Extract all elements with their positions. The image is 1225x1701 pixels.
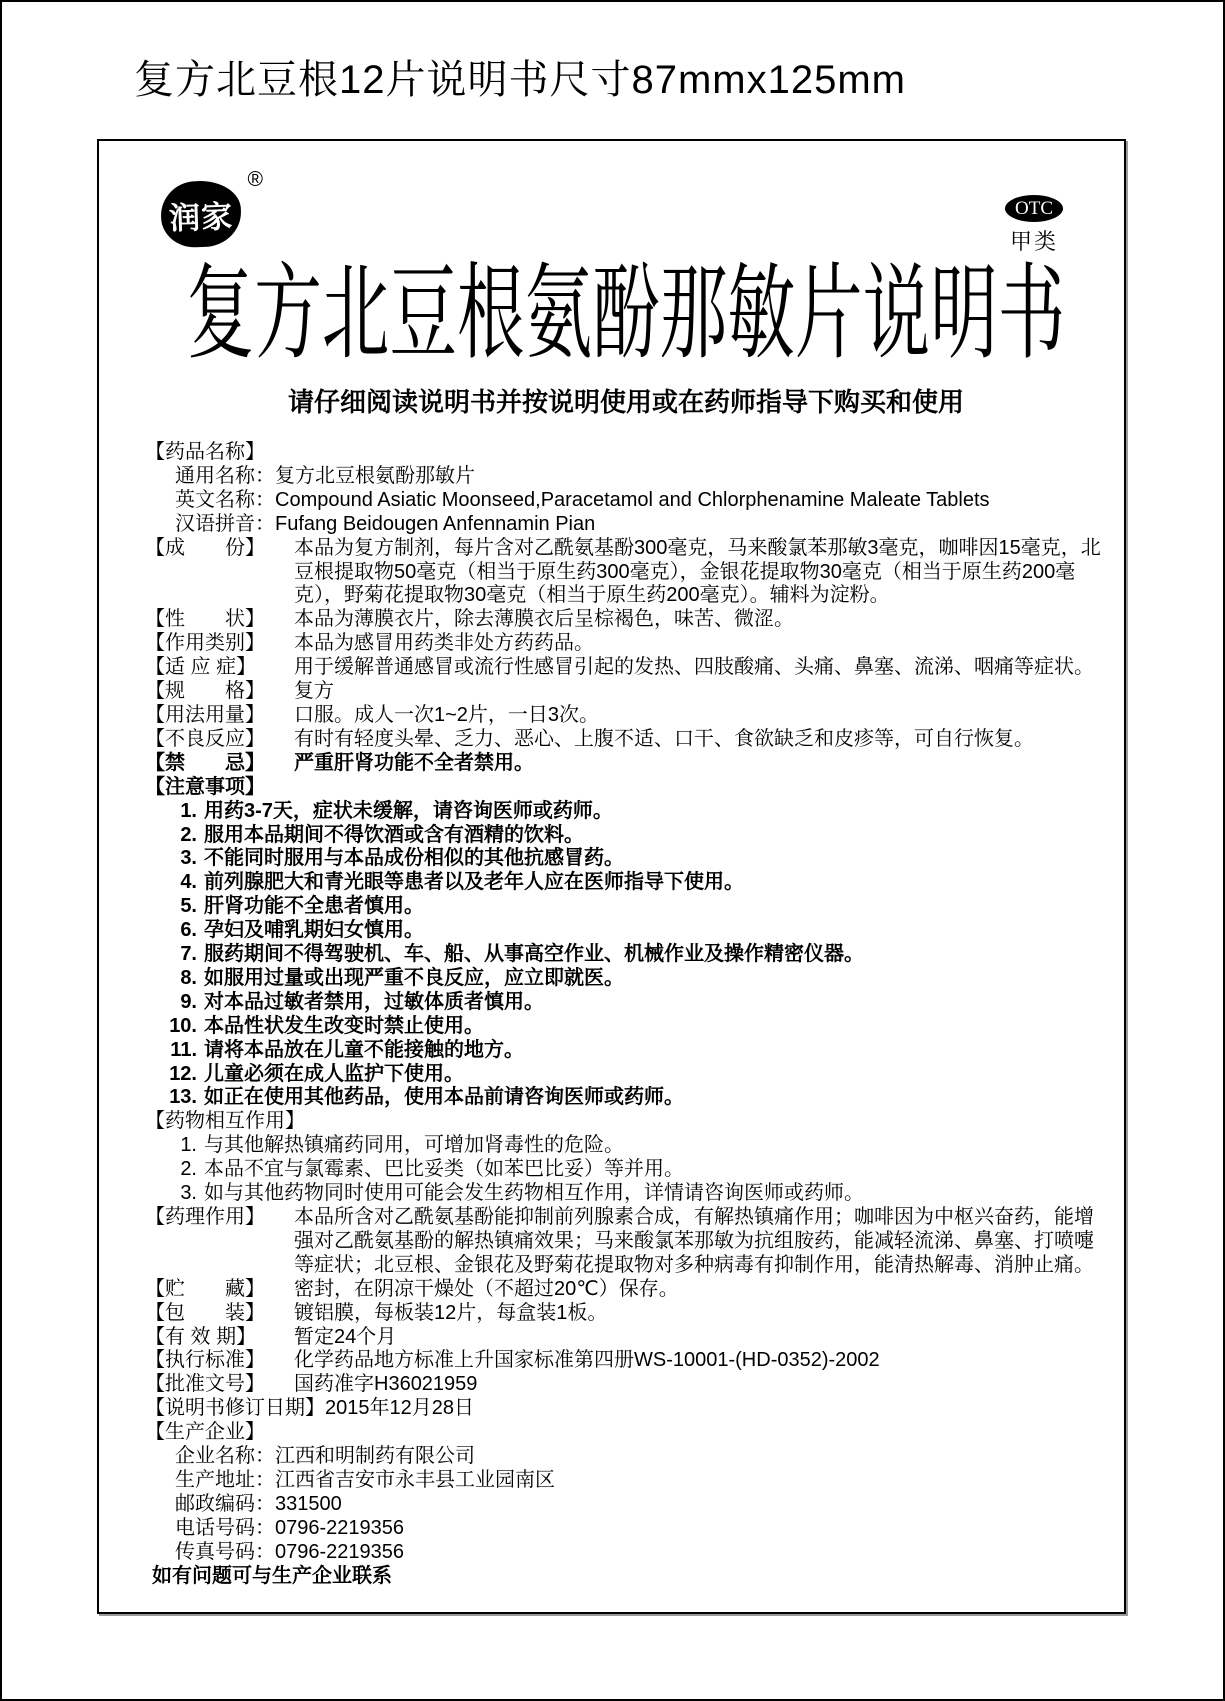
- interaction-item-text: 如与其他药物同时使用可能会发生药物相互作用，详情请咨询医师或药师。: [204, 1182, 864, 1205]
- row-company-name-key: 企业名称：: [175, 1445, 275, 1468]
- section-package-label: 【包 装】: [145, 1301, 265, 1324]
- interaction-item-text: 本品不宜与氯霉素、巴比妥类（如苯巴比妥）等并用。: [204, 1158, 684, 1181]
- section-drug-name: [145, 441, 1107, 465]
- section-validity: [145, 1326, 1107, 1350]
- leaflet-subtitle: 请仔细阅读说明书并按说明使用或在药师指导下购买和使用: [287, 387, 964, 417]
- precaution-item-number: 7.: [180, 943, 197, 966]
- row-pinyin-name-key: 汉语拼音：: [175, 512, 275, 535]
- logo-row: [145, 168, 1107, 256]
- precaution-item-text: 不能同时服用与本品成份相似的其他抗感冒药。: [204, 847, 624, 870]
- section-storage-content: 密封，在阴凉干燥处（不超过20℃）保存。: [294, 1277, 679, 1300]
- row-company-name: [145, 1445, 1107, 1469]
- leaflet-body: [145, 441, 1107, 1589]
- precaution-item: [145, 943, 1107, 967]
- interaction-item: [145, 1158, 1107, 1182]
- precaution-item-text: 服用本品期间不得饮酒或含有酒精的饮料。: [204, 823, 584, 846]
- precaution-item: [145, 1086, 1107, 1110]
- interaction-item-text: 与其他解热镇痛药同用，可增加肾毒性的危险。: [204, 1134, 624, 1157]
- precaution-item-text: 如正在使用其他药品，使用本品前请咨询医师或药师。: [204, 1086, 684, 1109]
- precaution-item-text: 本品性状发生改变时禁止使用。: [204, 1014, 484, 1037]
- section-category: [145, 632, 1107, 656]
- section-approval-number: [145, 1373, 1107, 1397]
- precaution-item-text: 孕妇及哺乳期妇女慎用。: [204, 919, 424, 942]
- section-storage: [145, 1278, 1107, 1302]
- row-fax-key: 传真号码：: [175, 1540, 275, 1563]
- precaution-item: [145, 1015, 1107, 1039]
- section-pharmacology-content: 本品所含对乙酰氨基酚能抑制前列腺素合成，有解热镇痛作用；咖啡因为中枢兴奋药，能增强对乙酰氨基酚的解热镇痛效果；马来酸氯苯那敏为抗组胺药，能减轻流涕、鼻塞、打喷嚏等症状；北豆根、金银花及野菊花提取物对多种病毒有抑制作用，能清热解毒、消肿止痛。: [294, 1206, 1094, 1276]
- section-pharmacology: [145, 1206, 1107, 1278]
- precaution-item-number: 1.: [180, 799, 197, 822]
- registered-trademark-icon: ®: [247, 168, 263, 191]
- brand-logo: [161, 168, 263, 247]
- precaution-item-number: 3.: [180, 847, 197, 870]
- precaution-item-number: 6.: [180, 919, 197, 942]
- page-heading: 复方北豆根12片说明书尺寸87mmx125mm: [134, 58, 907, 102]
- section-pharmacology-label: 【药理作用】: [145, 1206, 265, 1228]
- leaflet-box: [97, 139, 1126, 1614]
- row-address-value: 江西省吉安市永丰县工业园南区: [275, 1468, 555, 1491]
- section-properties-content: 本品为薄膜衣片，除去薄膜衣后呈棕褐色，味苦、微涩。: [294, 608, 794, 631]
- precaution-item: [145, 871, 1107, 895]
- section-ingredients-content: 本品为复方制剂，每片含对乙酰氨基酚300毫克，马来酸氯苯那敏3毫克，咖啡因15毫克，北豆根提取物50毫克（相当于原生药300毫克），金银花提取物30毫克（相当于原生药200毫克），野菊花提取物30毫克（相当于原生药200毫克）。辅料为淀粉。: [294, 536, 1101, 607]
- section-category-label: 【作用类别】: [145, 632, 265, 655]
- row-pinyin-name-value: Fufang Beidougen Anfennamin Pian: [275, 512, 596, 535]
- precaution-item-text: 用药3-7天，症状未缓解，请咨询医师或药师。: [204, 799, 613, 822]
- section-specification: [145, 680, 1107, 704]
- section-ingredients-label: 【成 份】: [145, 536, 265, 559]
- precaution-item-number: 12.: [169, 1062, 197, 1085]
- section-adverse-reactions-content: 有时有轻度头晕、乏力、恶心、上腹不适、口干、食欲缺乏和皮疹等，可自行恢复。: [294, 727, 1034, 750]
- section-approval-number-label: 【批准文号】: [145, 1373, 265, 1396]
- row-address: [145, 1469, 1107, 1493]
- precaution-item: [145, 967, 1107, 991]
- row-generic-name: [145, 465, 1107, 489]
- precaution-item-text: 儿童必须在成人监护下使用。: [204, 1062, 464, 1085]
- section-adverse-reactions: [145, 728, 1107, 752]
- section-storage-label: 【贮 藏】: [145, 1277, 265, 1300]
- precaution-item: [145, 895, 1107, 919]
- row-phone: [145, 1517, 1107, 1541]
- section-indications-label: 【适 应 症】: [145, 656, 257, 679]
- section-approval-number-content: 国药准字H36021959: [294, 1373, 478, 1396]
- row-pinyin-name: [145, 513, 1107, 537]
- row-english-name-value: Compound Asiatic Moonseed,Paracetamol and Chlorphenamine Maleate Tablets: [275, 488, 990, 511]
- row-postcode: [145, 1493, 1107, 1517]
- section-contraindication: [145, 752, 1107, 776]
- precaution-item-number: 11.: [170, 1038, 197, 1061]
- brand-logo-text: 润家: [168, 198, 234, 236]
- section-ingredients: [145, 537, 1107, 609]
- precaution-item: [145, 1039, 1107, 1063]
- section-adverse-reactions-label: 【不良反应】: [145, 727, 265, 750]
- precaution-item-number: 9.: [180, 990, 197, 1013]
- section-interactions-label: 【药物相互作用】: [145, 1110, 305, 1133]
- section-dosage: [145, 704, 1107, 728]
- otc-badge: [1005, 195, 1063, 222]
- section-contraindication-content: 严重肝肾功能不全者禁用。: [294, 751, 534, 774]
- row-english-name-key: 英文名称：: [175, 488, 275, 511]
- section-indications-content: 用于缓解普通感冒或流行性感冒引起的发热、四肢酸痛、头痛、鼻塞、流涕、咽痛等症状。: [294, 656, 1094, 679]
- section-contraindication-label: 【禁 忌】: [145, 751, 265, 774]
- precaution-item-number: 10.: [169, 1014, 197, 1037]
- interaction-item: [145, 1134, 1107, 1158]
- section-manufacturer-label: 【生产企业】: [145, 1421, 265, 1444]
- section-validity-label: 【有 效 期】: [145, 1325, 257, 1348]
- row-generic-name-key: 通用名称：: [175, 464, 275, 487]
- section-category-content: 本品为感冒用药类非处方药药品。: [294, 632, 594, 655]
- precaution-item: [145, 847, 1107, 871]
- row-company-name-value: 江西和明制药有限公司: [275, 1445, 475, 1468]
- section-precautions: [145, 776, 1107, 800]
- precaution-item: [145, 824, 1107, 848]
- brand-logo-mark: [160, 180, 242, 249]
- section-drug-name-label: 【药品名称】: [145, 441, 265, 463]
- interaction-item-number: 1.: [180, 1134, 197, 1157]
- row-generic-name-value: 复方北豆根氨酚那敏片: [275, 464, 475, 487]
- section-properties: [145, 608, 1107, 632]
- row-english-name: [145, 489, 1107, 513]
- section-dosage-label: 【用法用量】: [145, 703, 265, 726]
- section-revision-date-content: 2015年12月28日: [325, 1397, 474, 1420]
- row-postcode-value: 331500: [275, 1492, 342, 1515]
- precaution-item-text: 如服用过量或出现严重不良反应，应立即就医。: [204, 966, 624, 989]
- precaution-item-text: 前列腺肥大和青光眼等患者以及老年人应在医师指导下使用。: [204, 871, 744, 894]
- section-package-content: 镀铝膜，每板装12片，每盒装1板。: [294, 1301, 608, 1324]
- footer-note: 如有问题可与生产企业联系: [152, 1564, 392, 1587]
- precaution-item-number: 8.: [180, 966, 197, 989]
- section-standard: [145, 1349, 1107, 1373]
- title-row: [145, 258, 1107, 370]
- precaution-item-number: 4.: [180, 871, 197, 894]
- precaution-item: [145, 800, 1107, 824]
- section-specification-content: 复方: [294, 680, 334, 703]
- section-revision-date: [145, 1397, 1107, 1421]
- row-fax-value: 0796-2219356: [275, 1540, 405, 1563]
- row-postcode-key: 邮政编码：: [175, 1492, 275, 1515]
- precaution-item: [145, 991, 1107, 1015]
- section-validity-content: 暂定24个月: [294, 1325, 397, 1348]
- section-manufacturer: [145, 1421, 1107, 1445]
- interaction-item-number: 3.: [180, 1182, 197, 1205]
- section-standard-content: 化学药品地方标准上升国家标准第四册WS-10001-(HD-0352)-2002: [294, 1349, 880, 1372]
- row-phone-value: 0796-2219356: [275, 1516, 405, 1539]
- precaution-item-text: 请将本品放在儿童不能接触的地方。: [204, 1038, 524, 1061]
- section-interactions: [145, 1110, 1107, 1134]
- precaution-item: [145, 919, 1107, 943]
- precaution-item: [145, 1063, 1107, 1087]
- precaution-item-text: 服药期间不得驾驶机、车、船、从事高空作业、机械作业及操作精密仪器。: [204, 943, 864, 966]
- row-address-key: 生产地址：: [175, 1468, 275, 1491]
- section-revision-date-label: 【说明书修订日期】: [145, 1397, 325, 1420]
- precaution-item-text: 对本品过敏者禁用，过敏体质者慎用。: [204, 990, 544, 1013]
- section-specification-label: 【规 格】: [145, 680, 265, 703]
- precaution-item-number: 13.: [169, 1086, 197, 1109]
- otc-badge-text: OTC: [1015, 197, 1053, 219]
- section-precautions-label: 【注意事项】: [145, 775, 265, 798]
- section-standard-label: 【执行标准】: [145, 1349, 265, 1372]
- row-phone-key: 电话号码：: [175, 1516, 275, 1539]
- leaflet-title: 复方北豆根氨酚那敏片说明书: [186, 256, 1066, 372]
- otc-class-label: 甲类: [1009, 229, 1058, 254]
- row-fax: [145, 1541, 1107, 1565]
- precaution-item-text: 肝肾功能不全患者慎用。: [204, 895, 424, 918]
- section-dosage-content: 口服。成人一次1~2片，一日3次。: [294, 703, 600, 726]
- section-indications: [145, 656, 1107, 680]
- precaution-item-number: 5.: [180, 895, 197, 918]
- precaution-item-number: 2.: [180, 823, 197, 846]
- section-properties-label: 【性 状】: [145, 608, 265, 631]
- otc-block: [1005, 195, 1063, 256]
- interaction-item-number: 2.: [180, 1158, 197, 1181]
- section-package: [145, 1302, 1107, 1326]
- interaction-item: [145, 1182, 1107, 1206]
